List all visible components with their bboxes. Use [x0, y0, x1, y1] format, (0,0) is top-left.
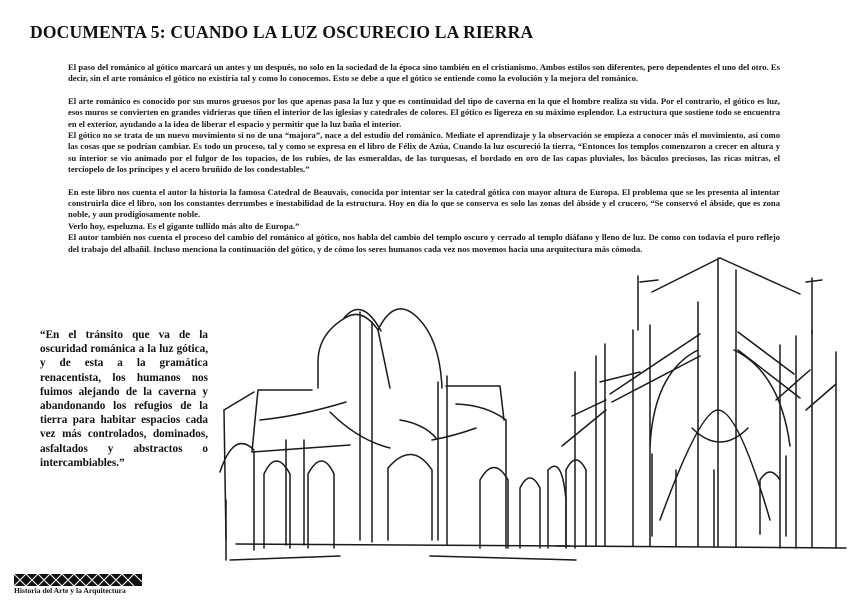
quote-block: “En el tránsito que va de la oscuridad románica a la luz gótica, y de esta a la gramática renacentista, los humanos nos fuimos alejando de la caverna y abandonando los refugios de la tierra para habitar espacios cada vez más controlados, dominados, asfaltados y abstractos o intercambiables.”	[40, 329, 208, 469]
footer-pattern	[14, 574, 142, 586]
footer-label: Historia del Arte y la Arquitectura	[14, 586, 126, 595]
paragraph: En este libro nos cuenta el autor la historia la famosa Catedral de Beauvais, conocida por intentar ser la catedral gótica con mayor altura de Europa. El problema que se les presenta al intentar construirla dice el libro, son los constantes derrumbes e inestabilidad de la estructura. Hoy en día lo que se conserva es solo las zonas del ábside y el crucero, “Se conservó el ábside, que es zona noble, y aun prodigiosamente noble.	[68, 186, 780, 220]
page-title: DOCUMENTA 5: CUANDO LA LUZ OSCURECIO LA RIERRA	[30, 22, 534, 42]
paragraph: El autor también nos cuenta el proceso del cambio del románico al gótico, nos habla del cambio del templo oscuro y cerrado al templo diáfano y lleno de luz. De como con todavía el puro reflejo del trabajo del albañil. Incluso menciona la continuación del gótico, y de cómo los seres humanos cada vez nos movemos hacia una arquitectura más cómoda.	[68, 232, 780, 254]
romanesque-section-drawing	[220, 309, 576, 560]
paragraph: El gótico no se trata de un nuevo movimiento si no de una “majora”, nace a del estudio del románico. Mediate el aprendizaje y la observación se empieza a conocer más el movimiento, así como las cosas que se podrían cambiar. Es todo un proceso, tal y como se expresa en el libro de Félix de Azúa, Cuando la luz oscureció la tierra, “Entonces los templos comenzaron a crecer en altura y su interior se vio animado por el fulgor de los topacios, de los rubíes, de las esmeraldas, de las turquesas, el bordado en oro de las capas pluviales, los báculos preciosos, las ricas mitras, el terciopelo de los príncipes y el acero bruñido de los condestables.”	[68, 130, 780, 175]
paragraph: El arte románico es conocido por sus muros gruesos por los que apenas pasa la luz y que es continuidad del tipo de caverna en la que el hombre realiza su vida. Por el contrario, el gótico es luz, esos muros se convierten en grandes vidrieras que tiñen el interior de las iglesias y catedrales de colores. El gótico es ligereza en su máximo esplendor. La estructura que sostiene todo se encuentra en el exterior, ayudando a la idea de liberar el espacio y permitir que la luz baña el interior.	[68, 95, 780, 129]
paragraph: El paso del románico al gótico marcará un antes y un después, no solo en la sociedad de la época sino también en el cristianismo. Ambos estilos son diferentes, pero dependentes el uno del otro. Es decir, sin el arte románico el gótico no existiría tal y como lo conocemos. Esto se debe a que el gótico se entiende como la evolución y la mejora del románico.	[68, 62, 780, 84]
gothic-section-drawing	[556, 258, 846, 548]
paragraph: Verlo hoy, espeluzna. Es el gigante tullido más alto de Europa.”	[68, 220, 300, 231]
